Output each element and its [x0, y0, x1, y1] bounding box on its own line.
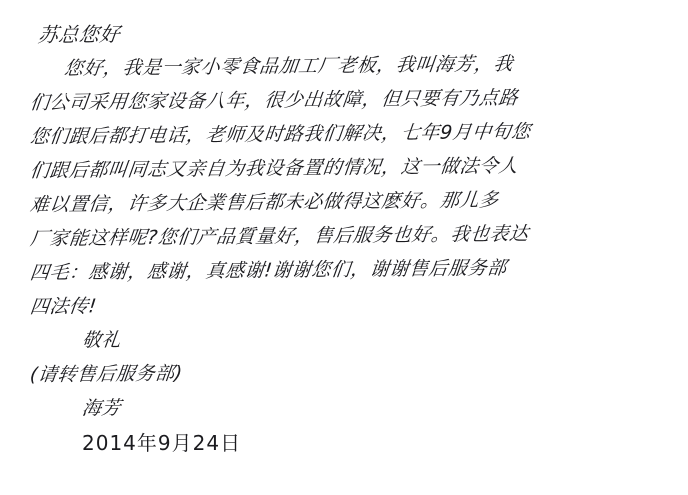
letter-date: 2014年9月24日 — [82, 431, 242, 455]
letter-line-7: 四毛：感谢，感谢，真感谢!谢谢您们，谢谢售后服务部 — [28, 257, 508, 284]
letter-line-8: 四法传! — [28, 295, 98, 318]
letter-line-2: 们公司采用您家设备八年，很少出故障，但只要有乃点路 — [28, 86, 520, 114]
letter-closing: 敬礼 — [80, 329, 123, 352]
letter-line-6: 厂家能这样呢?您们产品質量好，售后服务也好。我也表达 — [28, 222, 530, 250]
letter-line-1: 您好，我是一家小零食品加工厂老板，我叫海芳，我 — [62, 52, 515, 80]
letter-line-5: 难以置信，许多大企業售后都未必做得这麽好。那儿多 — [28, 189, 500, 216]
letter-note: (请转售后服务部) — [28, 362, 184, 386]
letter-line-3: 您们跟后都打电话，老师及时路我们解决，七年9月中旬您 — [28, 120, 532, 148]
letter-signature: 海芳 — [80, 397, 123, 420]
letter-salutation: 苏总您好 — [36, 22, 122, 47]
letter-line-4: 们跟后都叫同志又亲自为我设备置的情况，这一做法令人 — [28, 154, 520, 182]
